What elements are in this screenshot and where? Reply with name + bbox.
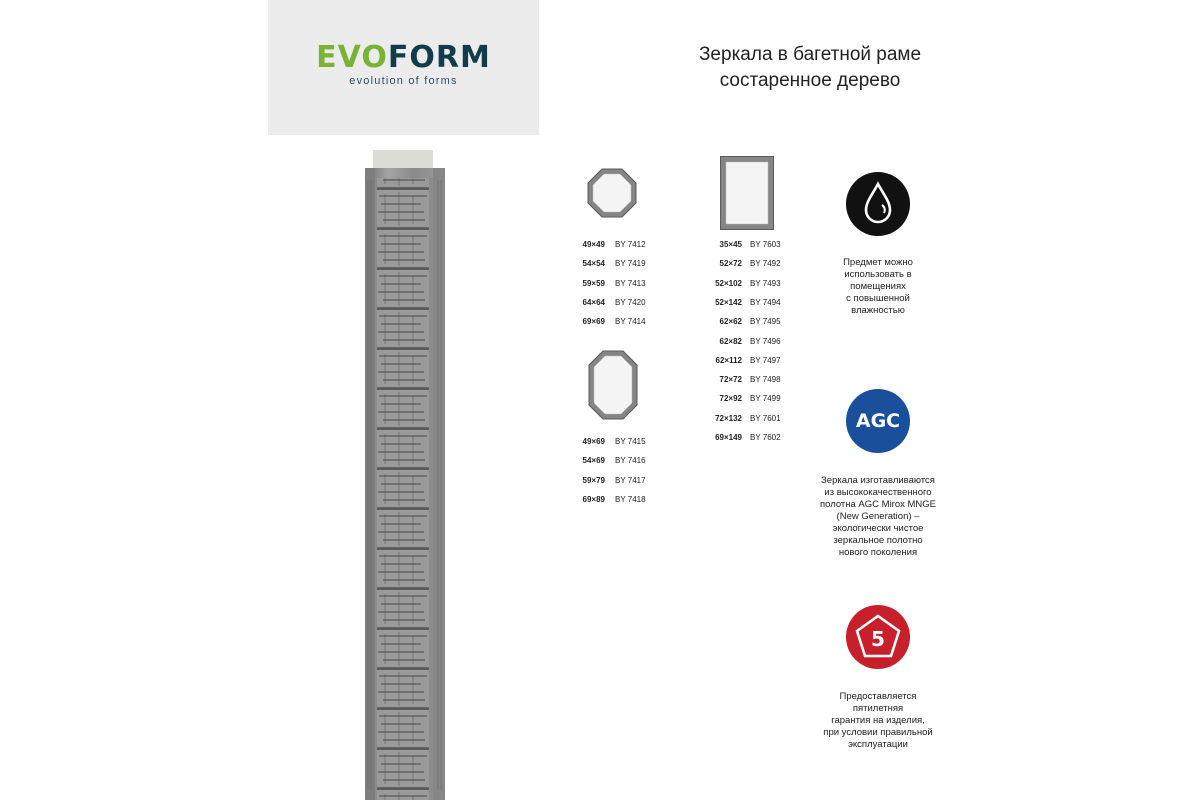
- warranty-5-years-icon: [845, 604, 911, 670]
- brand-name-part1: EVO: [316, 40, 388, 75]
- warranty-number: 5: [871, 627, 885, 651]
- size-value: 69×69: [582, 317, 605, 327]
- size-value: 69×89: [582, 494, 605, 504]
- size-value: 52×142: [715, 297, 742, 307]
- size-value: 52×72: [719, 259, 742, 269]
- product-code: BY 7499: [750, 394, 781, 404]
- octagon-rect-mirror-image: [588, 350, 638, 420]
- frame-profile-image: [365, 150, 445, 800]
- product-code: BY 7412: [615, 240, 646, 249]
- size-value: 49×69: [582, 437, 605, 446]
- product-code: BY 7493: [750, 278, 781, 288]
- product-code: BY 7601: [750, 413, 781, 423]
- product-code: BY 7420: [615, 297, 646, 307]
- product-code: BY 7417: [615, 475, 646, 485]
- rectangle-mirror-image: [720, 156, 774, 230]
- warranty-feature-text: Предоставляется пятилетняя гарантия на изделия, при условии правильной эксплуатации: [823, 691, 933, 750]
- product-code: BY 7495: [750, 317, 781, 327]
- brand-logo: [268, 40, 539, 75]
- size-value: 69×149: [715, 433, 742, 442]
- agc-logo-label: AGC: [855, 410, 901, 432]
- size-value: 54×54: [582, 259, 605, 269]
- brand-tagline: evolution of forms: [349, 75, 458, 87]
- octagon-square-mirror-image: [587, 168, 637, 218]
- product-code: BY 7415: [615, 437, 646, 446]
- size-value: 72×132: [715, 413, 742, 423]
- size-value: 62×112: [715, 355, 742, 365]
- size-value: 59×79: [582, 475, 605, 485]
- page-title: [620, 42, 1000, 94]
- size-value: 62×82: [719, 336, 742, 346]
- agc-logo-icon: [845, 388, 911, 454]
- product-code: BY 7497: [750, 355, 781, 365]
- water-drop-icon: [845, 171, 911, 237]
- humidity-feature-text: Предмет можно использовать в помещениях с повышенной влажностью: [843, 257, 913, 316]
- size-value: 62×62: [719, 317, 742, 327]
- product-code: BY 7603: [750, 240, 781, 249]
- size-value: 49×49: [582, 240, 605, 249]
- agc-feature-text: Зеркала изготавливаются из высококачественного полотна AGC Mirox MNGE (New Generation) – экологически чистое зеркальное полотно нового поколения: [819, 475, 937, 558]
- product-code: BY 7419: [615, 259, 646, 269]
- product-code: BY 7492: [750, 259, 781, 269]
- product-code: BY 7498: [750, 375, 781, 385]
- brand-name-part2: FORM: [387, 40, 491, 75]
- size-table-rectangle: [690, 240, 790, 450]
- size-value: 59×59: [582, 278, 605, 288]
- size-value: 72×92: [719, 394, 742, 404]
- size-table-octagon-square: [560, 240, 660, 330]
- product-code: BY 7413: [615, 278, 646, 288]
- size-value: 72×72: [719, 375, 742, 385]
- size-value: 52×102: [715, 278, 742, 288]
- title-line-1: Зеркала в багетной раме: [698, 44, 922, 65]
- size-value: 54×69: [582, 456, 605, 466]
- product-code: BY 7494: [750, 297, 781, 307]
- size-value: 64×64: [582, 297, 605, 307]
- size-table-octagon-rect: [560, 437, 660, 517]
- product-code: BY 7496: [750, 336, 781, 346]
- title-line-2: состаренное дерево: [719, 70, 901, 91]
- product-code: BY 7602: [750, 433, 781, 442]
- product-code: BY 7418: [615, 494, 646, 504]
- product-code: BY 7414: [615, 317, 646, 327]
- brand-logo-panel: [268, 0, 539, 135]
- size-value: 35×45: [719, 240, 742, 249]
- product-code: BY 7416: [615, 456, 646, 466]
